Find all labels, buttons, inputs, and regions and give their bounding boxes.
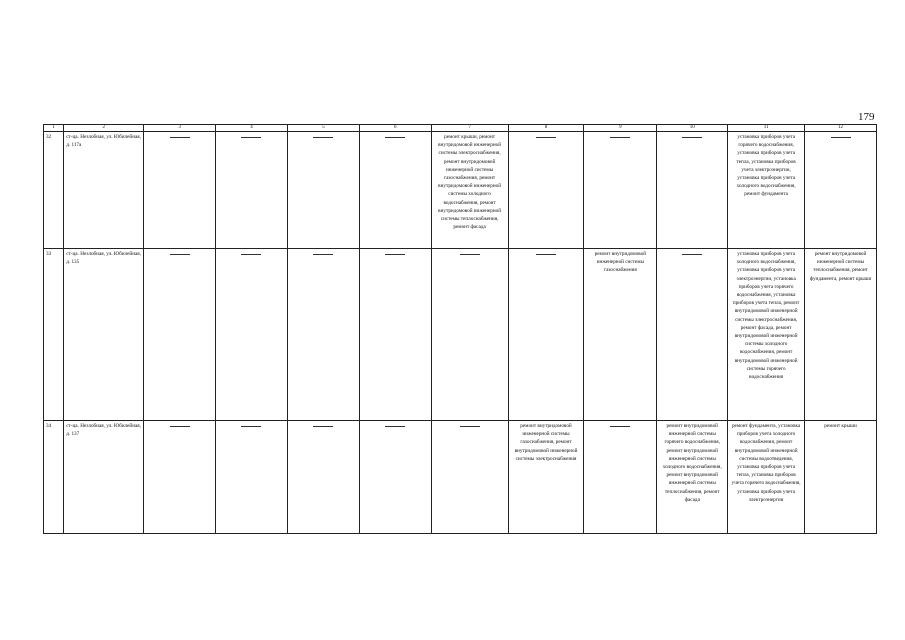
page-number: 179	[858, 111, 875, 123]
dash-mark	[682, 137, 702, 138]
work-cell: ремонт внутридомовой инженерной системы газоснабжения	[584, 249, 657, 421]
dash-mark	[536, 137, 556, 138]
empty-cell	[359, 249, 431, 421]
empty-cell	[508, 132, 584, 249]
header-cell: 8	[508, 125, 584, 132]
work-cell: установка приборов учета холодного водоснабжения, установка приборов учета электроэнергии, установка приборов учета горячего водоснабжения, установка приборов учета тепла, ремонт внутридомовой инженерной системы электроснабжения, ремонт фасада, ремонт внутридомовой инженерной системы холодного водоснабжения, ремонт внутридомовой инженерной системы горячего водоснабжения	[728, 249, 805, 421]
dash-mark	[385, 137, 405, 138]
dash-mark	[536, 254, 556, 255]
header-cell: 9	[584, 125, 657, 132]
work-cell: ремонт крыши, ремонт внутридомовой инженерной системы электроснабжения, ремонт внутридомовой инженерной системы газоснабжения, ремонт внутридомовой инженерной системы холодного водоснабжения, ремонт внутридомовой инженерной системы теплоснабжения, ремонт фасада	[431, 132, 508, 249]
dash-mark	[682, 254, 702, 255]
dash-mark	[170, 254, 190, 255]
empty-cell	[657, 249, 728, 421]
empty-cell	[805, 132, 877, 249]
empty-cell	[216, 421, 288, 534]
work-cell: ремонт внутридомовой инженерной системы теплоснабжения, ремонт фундамента, ремонт крыши	[805, 249, 877, 421]
empty-cell	[144, 132, 216, 249]
empty-cell	[287, 132, 359, 249]
work-cell: ремонт крыши	[805, 421, 877, 534]
empty-cell	[216, 249, 288, 421]
dash-mark	[313, 254, 333, 255]
work-cell: ремонт внутридомовой инженерной системы газоснабжения, ремонт внутридомовой инженерной системы электроснабжения	[508, 421, 584, 534]
dash-mark	[170, 137, 190, 138]
dash-mark	[170, 426, 190, 427]
header-cell: 2	[64, 125, 144, 132]
dash-mark	[610, 137, 630, 138]
work-cell: установка приборов учета горячего водоснабжения, установка приборов учета тепла, установка приборов учета электроэнергии, установка приборов учета холодного водоснабжения, ремонт фундамента	[728, 132, 805, 249]
row-number: 33	[44, 249, 64, 421]
table-row	[44, 249, 877, 421]
dash-mark	[313, 137, 333, 138]
empty-cell	[144, 249, 216, 421]
header-cell: 1	[44, 125, 64, 132]
empty-cell	[359, 421, 431, 534]
empty-cell	[287, 421, 359, 534]
row-number: 34	[44, 421, 64, 534]
dash-mark	[460, 426, 480, 427]
dash-mark	[241, 426, 261, 427]
dash-mark	[241, 137, 261, 138]
dash-mark	[610, 426, 630, 427]
empty-cell	[431, 421, 508, 534]
empty-cell	[431, 249, 508, 421]
header-cell: 7	[431, 125, 508, 132]
empty-cell	[584, 132, 657, 249]
dash-mark	[313, 426, 333, 427]
header-row	[44, 125, 877, 132]
table-row	[44, 421, 877, 534]
dash-mark	[831, 137, 851, 138]
header-cell: 12	[805, 125, 877, 132]
header-cell: 6	[359, 125, 431, 132]
empty-cell	[508, 249, 584, 421]
dash-mark	[241, 254, 261, 255]
dash-mark	[385, 426, 405, 427]
header-cell: 4	[216, 125, 288, 132]
row-address: ст-ца. Незлобная, ул. Юбилейная, д. 117а	[64, 132, 144, 249]
empty-cell	[144, 421, 216, 534]
dash-mark	[385, 254, 405, 255]
header-cell: 5	[287, 125, 359, 132]
capital-repair-table	[43, 124, 877, 534]
header-cell: 3	[144, 125, 216, 132]
row-address: ст-ца. Незлобная, ул. Юбилейная, д. 137	[64, 421, 144, 534]
header-cell: 11	[728, 125, 805, 132]
row-number: 32	[44, 132, 64, 249]
empty-cell	[584, 421, 657, 534]
work-cell: ремонт внутридомовой инженерной системы горячего водоснабжения, ремонт внутридомовой инженерной системы холодного водоснабжения, ремонт внутридомовой инженерной системы теплоснабжения, ремонт фасада	[657, 421, 728, 534]
work-cell: ремонт фундамента, установка приборов учета холодного водоснабжения, ремонт внутридомовой инженерной системы водоотведения, установка приборов учета тепла, установка приборов учета горячего водоснабжения, установка приборов учета электроэнергии	[728, 421, 805, 534]
empty-cell	[216, 132, 288, 249]
header-cell: 10	[657, 125, 728, 132]
row-address: ст-ца. Незлобная, ул. Юбилейная, д. 135	[64, 249, 144, 421]
empty-cell	[359, 132, 431, 249]
empty-cell	[657, 132, 728, 249]
empty-cell	[287, 249, 359, 421]
dash-mark	[460, 254, 480, 255]
table-row	[44, 132, 877, 249]
